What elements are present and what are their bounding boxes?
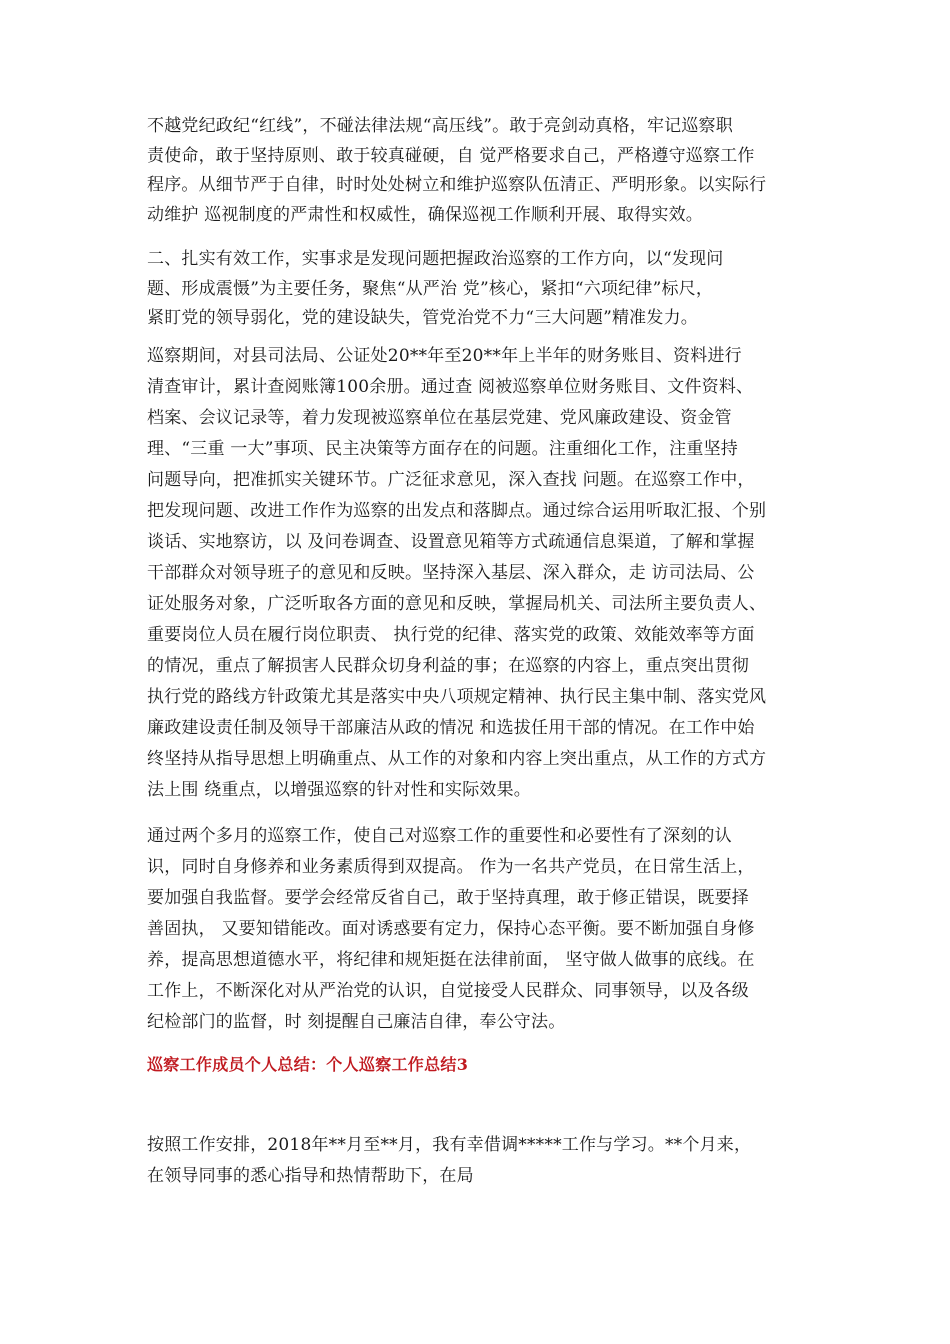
- paragraph-2: [147, 245, 827, 334]
- text-line: 执行党的路线方针政策尤其是落实中央八项规定精神、执行民主集中制、落实党风: [147, 687, 767, 707]
- text-line: 纪检部门的监督，时 刻提醒自己廉洁自律，奉公守法。: [147, 1012, 566, 1032]
- text-line: 重要岗位人员在履行岗位职责、 执行党的纪律、落实党的政策、效能效率等方面: [147, 625, 755, 645]
- section-heading: 巡察工作成员个人总结：个人巡察工作总结3: [147, 1055, 469, 1074]
- text-line: 问题导向，把准抓实关键环节。广泛征求意见，深入查找 问题。在巡察工作中，: [147, 470, 755, 490]
- text-line: 动维护 巡视制度的严肃性和权威性，确保巡视工作顺利开展、取得实效。: [147, 204, 704, 225]
- text-line: 按照工作安排，2018年**月至**月，我有幸借调*****工作与学习。**个月来，: [147, 1135, 752, 1155]
- text-line: 的情况，重点了解损害人民群众切身利益的事；在巡察的内容上，重点突出贯彻: [147, 656, 749, 676]
- text-line: 廉政建设责任制及领导干部廉洁从政的情况 和选拔任用干部的情况。在工作中始: [147, 718, 755, 738]
- text-line: 证处服务对象，广泛听取各方面的意见和反映，掌握局机关、司法所主要负责人、: [147, 594, 767, 614]
- text-line: 通过两个多月的巡察工作，使自己对巡察工作的重要性和必要性有了深刻的认: [147, 826, 732, 846]
- text-line: 养，提高思想道德水平，将纪律和规矩挺在法律前面， 坚守做人做事的底线。在: [147, 950, 755, 970]
- paragraph-5: [147, 1130, 827, 1192]
- text-line: 二、扎实有效工作，实事求是发现问题把握政治巡察的工作方向，以“发现问: [147, 249, 724, 269]
- text-line: 识，同时自身修养和业务素质得到双提高。 作为一名共产党员，在日常生活上，: [147, 857, 755, 877]
- text-line: 责使命，敢于坚持原则、敢于较真碰硬，自 觉严格要求自己，严格遵守巡察工作: [147, 145, 755, 166]
- text-line: 终坚持从指导思想上明确重点、从工作的对象和内容上突出重点，从工作的方式方: [147, 749, 767, 769]
- text-line: 程序。从细节严于自律，时时处处树立和维护巡察队伍清正、严明形象。以实际行: [147, 175, 767, 195]
- text-line: 档案、会议记录等，着力发现被巡察单位在基层党建、党风廉政建设、资金管: [147, 408, 732, 428]
- text-line: 把发现问题、改进工作作为巡察的出发点和落脚点。通过综合运用听取汇报、个别: [147, 501, 767, 521]
- paragraph-3: [147, 341, 827, 806]
- text-line: 法上围 绕重点，以增强巡察的针对性和实际效果。: [147, 780, 532, 800]
- paragraph-1: [147, 112, 827, 230]
- text-line: 题、形成震慑”为主要任务，聚焦“从严治 党”核心，紧扣“六项纪律”标尺，: [147, 278, 714, 299]
- text-line: 巡察期间，对县司法局、公证处20**年至20**年上半年的财务账目、资料进行: [147, 346, 742, 366]
- text-line: 谈话、实地察访，以 及问卷调查、设置意见箱等方式疏通信息渠道，了解和掌握: [147, 532, 755, 552]
- text-line: 理、“三重 一大”事项、民主决策等方面存在的问题。注重细化工作，注重坚持: [147, 439, 738, 459]
- text-line: 不越党纪政纪“红线”，不碰法律法规“高压线”。敢于亮剑动真格，牢记巡察职: [147, 116, 733, 136]
- paragraph-4: [147, 821, 827, 1038]
- text-line: 在领导同事的悉心指导和热情帮助下，在局: [147, 1166, 474, 1186]
- text-line: 干部群众对领导班子的意见和反映。坚持深入基层、深入群众，走 访司法局、公: [147, 563, 755, 583]
- text-line: 要加强自我监督。要学会经常反省自己，敢于坚持真理，敢于修正错误，既要择: [147, 888, 749, 908]
- text-line: 清查审计，累计查阅账簿100余册。通过查 阅被巡察单位财务账目、文件资料、: [147, 377, 754, 397]
- text-line: 工作上，不断深化对从严治党的认识，自觉接受人民群众、同事领导，以及各级: [147, 981, 749, 1001]
- text-line: 善固执， 又要知错能改。面对诱惑要有定力，保持心态平衡。要不断加强自身修: [147, 919, 755, 939]
- text-line: 紧盯党的领导弱化，党的建设缺失，管党治党不力“三大问题”精准发力。: [147, 308, 698, 328]
